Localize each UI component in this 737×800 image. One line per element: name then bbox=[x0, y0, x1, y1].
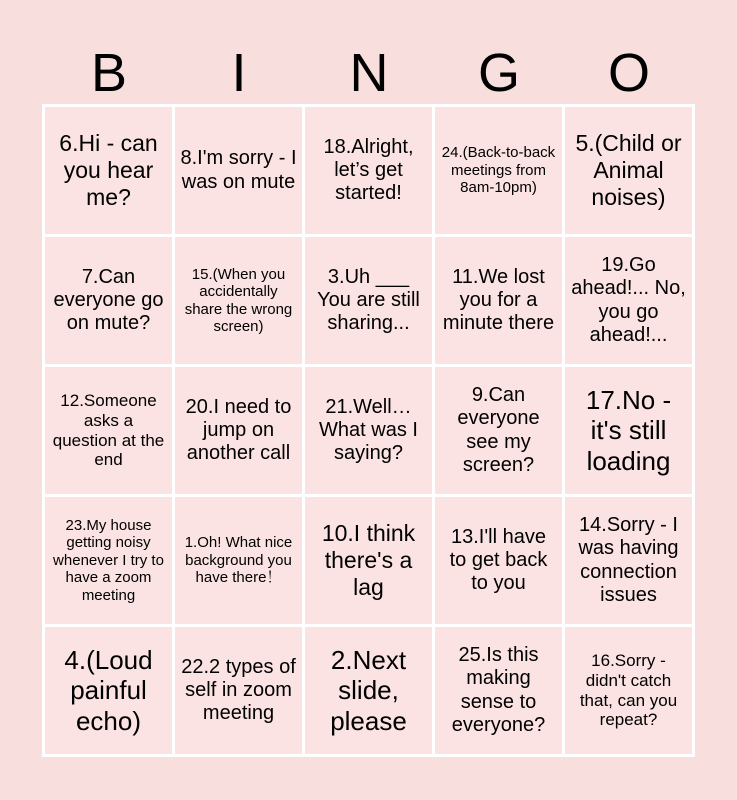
bingo-header bbox=[44, 40, 694, 106]
bingo-cell[interactable] bbox=[45, 627, 172, 754]
bingo-cell[interactable] bbox=[565, 237, 692, 364]
bingo-cell[interactable] bbox=[565, 367, 692, 494]
bingo-cell[interactable] bbox=[435, 367, 562, 494]
cell-text: 3.Uh ___ You are still sharing... bbox=[317, 265, 420, 335]
bingo-cell[interactable] bbox=[175, 367, 302, 494]
cell-text: 16.Sorry - didn't catch that, can you repeat? bbox=[579, 651, 678, 730]
cell-text: 18.Alright, let’s get started! bbox=[323, 135, 414, 205]
cell-text: 22.2 types of self in zoom meeting bbox=[181, 655, 296, 725]
bingo-board bbox=[42, 104, 695, 757]
bingo-cell[interactable] bbox=[305, 497, 432, 624]
bingo-cell[interactable] bbox=[45, 367, 172, 494]
cell-text: 6.Hi - can you hear me? bbox=[59, 130, 158, 210]
cell-text: 19.Go ahead!... No, you go ahead!... bbox=[571, 254, 686, 346]
bingo-cell[interactable] bbox=[175, 107, 302, 234]
bingo-cell[interactable] bbox=[305, 627, 432, 754]
cell-text: 2.Next slide, please bbox=[330, 645, 407, 736]
header-letter-o: O bbox=[607, 43, 650, 103]
bingo-cell[interactable] bbox=[565, 497, 692, 624]
bingo-cell[interactable] bbox=[435, 627, 562, 754]
bingo-cell[interactable] bbox=[435, 497, 562, 624]
bingo-cell[interactable] bbox=[435, 107, 562, 234]
cell-text: 1.Oh! What nice background you have there！ bbox=[184, 534, 293, 587]
cell-text: 13.I'll have to get back to you bbox=[449, 525, 548, 595]
cell-text: 5.(Child or Animal noises) bbox=[575, 130, 682, 210]
cell-text: 4.(Loud painful echo) bbox=[64, 645, 153, 736]
bingo-cell[interactable] bbox=[305, 237, 432, 364]
bingo-cell[interactable] bbox=[45, 107, 172, 234]
bingo-cell[interactable] bbox=[565, 627, 692, 754]
header-letter-i: I bbox=[231, 43, 247, 103]
cell-text: 9.Can everyone see my screen? bbox=[457, 384, 540, 476]
bingo-cell[interactable] bbox=[175, 497, 302, 624]
bingo-cell[interactable] bbox=[305, 107, 432, 234]
cell-text: 20.I need to jump on another call bbox=[185, 395, 292, 465]
header-letter-n: N bbox=[349, 43, 389, 103]
cell-text: 21.Well… What was I saying? bbox=[319, 395, 418, 465]
bingo-cell[interactable] bbox=[175, 237, 302, 364]
cell-text: 23.My house getting noisy whenever I try to have a zoom meeting bbox=[53, 517, 164, 604]
bingo-cell[interactable] bbox=[45, 497, 172, 624]
cell-text: 15.(When you accidentally share the wrong screen) bbox=[184, 265, 293, 335]
cell-text: 17.No - it's still loading bbox=[585, 385, 672, 476]
bingo-cell[interactable] bbox=[435, 237, 562, 364]
bingo-cell[interactable] bbox=[565, 107, 692, 234]
cell-text: 24.(Back-to-back meetings from 8am-10pm) bbox=[441, 144, 556, 197]
header-letter-b: B bbox=[90, 43, 128, 103]
bingo-cell[interactable] bbox=[305, 367, 432, 494]
cell-text: 10.I think there's a lag bbox=[321, 520, 416, 600]
cell-text: 12.Someone asks a question at the end bbox=[52, 391, 165, 470]
bingo-cell[interactable] bbox=[175, 627, 302, 754]
bingo-cell[interactable] bbox=[45, 237, 172, 364]
cell-text: 25.Is this making sense to everyone? bbox=[451, 644, 546, 736]
cell-text: 11.We lost you for a minute there bbox=[442, 265, 555, 335]
cell-text: 14.Sorry - I was having connection issues bbox=[578, 514, 679, 606]
cell-text: 8.I'm sorry - I was on mute bbox=[180, 147, 297, 193]
cell-text: 7.Can everyone go on mute? bbox=[53, 265, 164, 335]
header-letter-g: G bbox=[477, 43, 520, 103]
